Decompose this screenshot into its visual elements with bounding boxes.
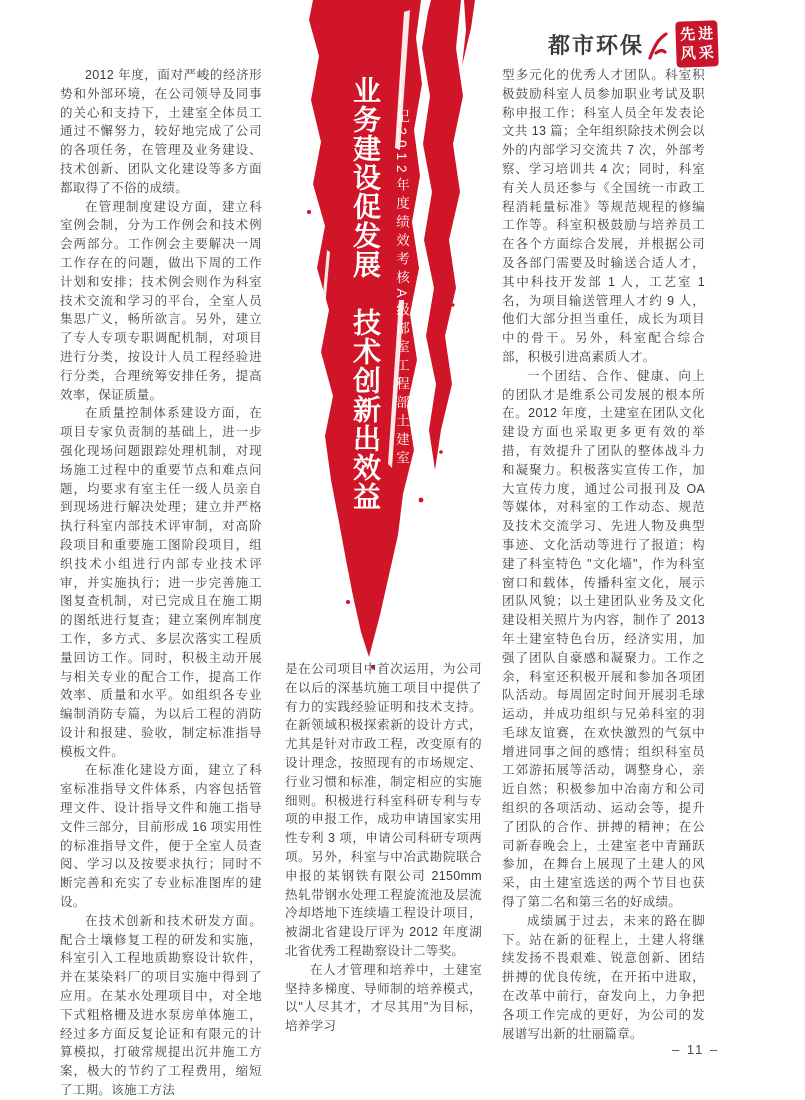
paragraph: 在技术创新和技术研发方面。配合土壤修复工程的研发和实施，科室引入工程地质勘察设计软件，并在某染料厂的项目实施中得到了应用。在某水处理项目中，对全地下式粗格栅及进水泵房单体施工，经过多方面反复论证和有限元的计算模拟，打破常规提出沉井施工方案，极大的节约了工程费用，缩短了工期。该施工方法	[60, 913, 262, 1098]
seal-text-top: 先进	[679, 25, 717, 44]
paragraph: 型多元化的优秀人才团队。科室积极鼓励科室人员参加职业考试及职称申报工作；科室人员全年发表论文共 13 篇；全年组织除技术例会以外的内部学习交流共 7 次，外部考察、学习培训共 4 次；同时，科室有关人员还参与《全国统一市政工程消耗量标准》等规范规程的修编工作等。科室积极鼓励与培养员工在各个方面综合发展，并根据公司及各部门需要及时输送合适人才，其中科技开发部 1 人，工艺室 1 名，为项目输送管理人才约 9 人，他们大部分担当重任，成长为项目中的骨干。另外，科室配合综合部，积极引进高素质人才。	[502, 68, 705, 364]
seal-text-bottom: 风采	[680, 44, 718, 63]
banner-title: 业务建设促发展 技术创新出效益	[350, 76, 381, 511]
paragraph: 在标准化建设方面，建立了科室标准指导文件体系，内容包括管理文件、设计指导文件和施工指导文件三部分，目前形成 16 项实用性的标准指导文件，便于全室人员查阅、学习以及按要求执行；同时不断完善和充实了专业标准图库的建设。	[60, 763, 262, 910]
column-left	[60, 66, 262, 1100]
paragraph: 在质量控制体系建设方面，在项目专家负责制的基础上，进一步强化现场问题跟踪处理机制，对现场施工过程中的重要节点和难点问题，均要求有室主任一级人员亲自到现场进行解决处理；建立并严格执行科室内部技术评审制，对高阶段项目和重要施工图阶段项目，组织技术小组进行内部专业技术评审，并实施执行；进一步完善施工图复查机制，对已完成且在施工期的图纸进行复查；建立案例库制度工作，多方式、多层次落实工程质量回访工作。同时，积极主动开展与相关专业的配合工作，提高工作效率、质量和水平。如组织各专业编制消防专篇，为以后工程的消防设计和报建、验收，制定标准指导模板文件。	[60, 406, 262, 759]
column-middle	[285, 660, 482, 1036]
title-banner	[303, 0, 475, 675]
paragraph: 在人才管理和培养中，土建室坚持多梯度、导师制的培养模式，以"人尽其才，才尽其用"为目标，培养学习	[285, 962, 482, 1034]
page-number: – 11 –	[672, 1042, 720, 1057]
brush-stroke-icon	[303, 0, 475, 675]
column-right	[502, 66, 705, 1043]
paragraph: 是在公司项目中首次运用，为公司在以后的深基坑施工项目中提供了有力的实践经验证明和技术支持。在新领域积极探索新的设计方式，尤其是针对市政工程，改变原有的设计理念，按照现有的市场规定、行业习惯和标准，制定相应的实施细则。积极进行科室科研专利与专项的申报工作，成功申请国家实用性专利 3 项，申请公司科研专项两项。另外，科室与中冶武勘院联合申报的某钢铁有限公司 2150mm 热轧带钢水处理工程旋流池及层流冷却塔地下连续墙工程设计项目，被湖北省建设厅评为 2012 年度湖北省优秀工程勘察设计二等奖。	[285, 662, 482, 958]
masthead-title: 都市环保	[548, 32, 645, 58]
paragraph: 一个团结、合作、健康、向上的团队才是维系公司发展的根本所在。2012 年度，土建室在团队文化建设方面也采取更多更有效的举措，有效提升了团队的整体战斗力和凝聚力。积极落实宣传工作，加大宣传力度，通过公司报刊及 OA 等媒体，对科室的工作动态、规范及技术交流学习、先进人物及典型事迹、文化活动等进行了报道；构建了科室特色 "文化墙"，作为科室窗口和载体，传播科室文化，展示团队风貌；以土建团队业务及文化建设相关照片为内容，制作了 2013 年土建室特色台历，经济实用，加强了团队自豪感和凝聚力。工作之余，科室还积极开展和参加各项团队活动。每周固定时间开展羽毛球运动，并成功组织与兄弟科室的羽毛球友谊赛，在欢快激烈的气氛中增进同事之间的感情；组织科室员工郊游拓展等活动，调整身心，亲近自然；积极参加中冶南方和公司组织的各项活动、运动会等，提升了团队的合作、拼搏的精神；在公司新春晚会上，土建室老中青踊跃参加，在舞台上展现了土建人的风采，由土建室选送的两个节目也获得了第二名和第三名的好成绩。	[502, 368, 705, 910]
brush-script-icon	[646, 29, 670, 68]
masthead	[548, 16, 718, 72]
banner-subtitle: ——记2012年度绩效考核A级部室工程部土建室	[394, 72, 409, 470]
paragraph: 2012 年度，面对严峻的经济形势和外部环境，在公司领导及同事的关心和支持下，土建室全体员工通过不懈努力，较好地完成了公司的各项任务，在管理及业务建设、技术创新、团队文化建设等多方面都取得了不俗的成绩。	[60, 68, 262, 195]
paragraph: 在管理制度建设方面，建立科室例会制，分为工作例会和技术例会两部分。工作例会主要解决一周工作存在的问题，做出下周的工作计划和安排；技术例会则作为科室技术交流和学习的平台，全室人员集思广义，畅所欲言。另外，建立了专人专项专职调配机制，对项目进行分类，按设计人员工程经验进行分类，合理统筹安排任务，提高效率，保证质量。	[60, 199, 262, 402]
paragraph: 成绩属于过去，未来的路在脚下。站在新的征程上，土建人将继续发扬不畏艰难、锐意创新、团结拼搏的优良传统，在开拓中进取，在改革中前行，奋发向上，力争把各项工作完成的更好，为公司的发展谱写出新的壮丽篇章。	[502, 913, 705, 1041]
seal-stamp-icon	[675, 20, 719, 67]
